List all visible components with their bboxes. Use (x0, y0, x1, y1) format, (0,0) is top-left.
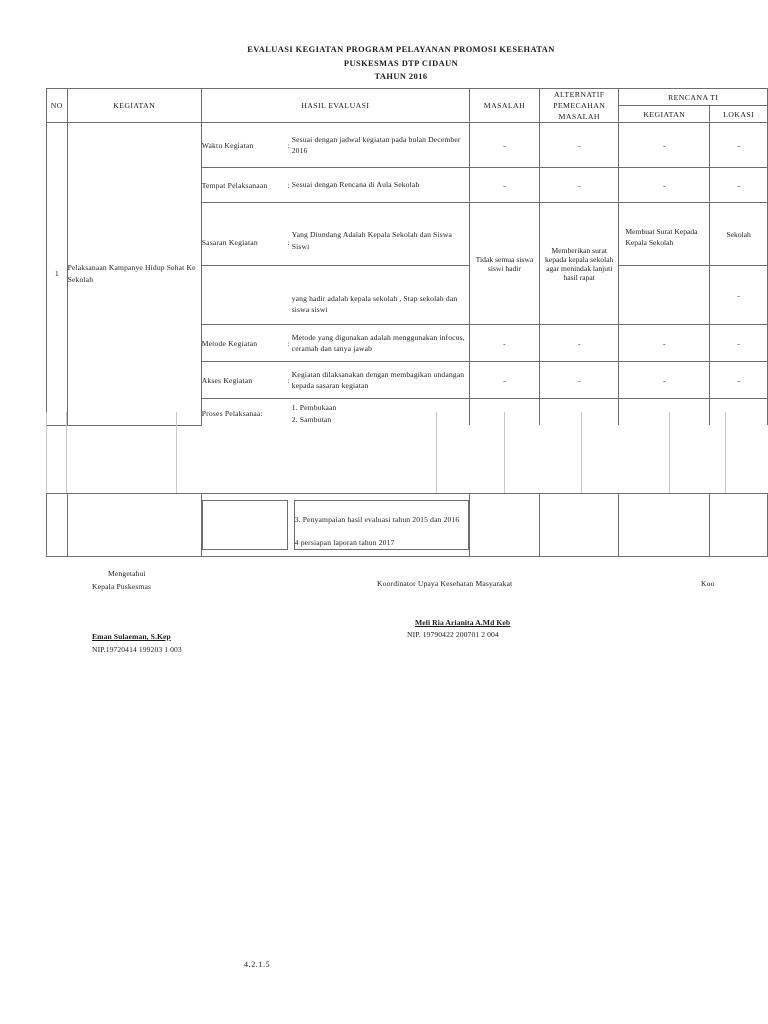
colon-3: : (287, 338, 290, 348)
header-alternatif-line-1: ALTERNATIF (553, 90, 605, 99)
hasil-cell-akses-kegiatan (201, 362, 469, 399)
continuation-kegiatan (67, 494, 201, 557)
rtl-lokasi-waktu-kegiatan: - (710, 123, 768, 168)
row-number: 1 (47, 123, 68, 426)
label-sasaran-kegiatan: Sasaran Kegiatan (201, 237, 258, 247)
header-alternatif-pemecahan-masalah (540, 89, 619, 123)
signature-left-name: Eman Sulaeman, S.Kep (92, 632, 171, 641)
value-akses-kegiatan: Kegiatan dilaksanakan dengan membagikan undangan kepada sasaran kegiatan (291, 369, 465, 390)
rtl-kegiatan-tempat-pelaksanaan: - (619, 168, 710, 203)
colon-1: : (287, 180, 290, 190)
table-gap-line (66, 412, 67, 494)
continuation-item-2: 4 persiapan laporan tahun 2017 (294, 538, 395, 548)
masalah-metode-kegiatan: - (469, 325, 539, 362)
hasil-cell-proses-pelaksanaan (201, 399, 469, 426)
rtl-lokasi-sasaran-kegiatan: Sekolah (710, 203, 768, 266)
rtl-lokasi-akses-kegiatan: - (710, 362, 768, 399)
label-tempat-pelaksanaan: Tempat Pelaksanaan (201, 180, 268, 190)
label-waktu-kegiatan: Waktu Kegiatan (201, 140, 254, 150)
continuation-hasil-evaluasi (201, 494, 469, 557)
value-waktu-kegiatan: Sesuai dengan jadwal kegiatan pada bulan December 2016 (291, 134, 461, 155)
signature-middle-role: Koordinator Upaya Kesehatan Masyarakat (377, 579, 513, 588)
header-no: NO (47, 89, 68, 123)
continuation-rtl-kegiatan (619, 494, 710, 557)
alternatif-akses-kegiatan: - (540, 362, 619, 399)
hasil-cell-sasaran-kegiatan (201, 203, 469, 266)
value-proses-pelaksanaan-1: 1. Pembukaan (291, 403, 337, 412)
signature-left-role-2: Kepala Puskesmas (92, 581, 152, 591)
alternatif-metode-kegiatan: - (540, 325, 619, 362)
signature-right-role: Koo (701, 579, 715, 588)
table-gap-line (669, 412, 670, 494)
signature-block (46, 568, 768, 658)
table-gap-line (504, 412, 505, 494)
hasil-cell-waktu-kegiatan (201, 123, 469, 168)
signature-middle (377, 578, 512, 642)
table-header-row (47, 89, 768, 106)
value-metode-kegiatan: Metode yang digunakan adalah menggunakan infocus, ceramah dan tanya jawab (291, 332, 465, 353)
signature-left-nip: NIP.19720414 199203 1 003 (92, 644, 182, 654)
header-rtl-lokasi: LOKASI (710, 106, 768, 123)
hasil-cell-tempat-pelaksanaan (201, 168, 469, 203)
title-line-2: PUSKESMAS DTP CIDAUN (343, 58, 459, 68)
rtl-kegiatan-proses-pelaksanaan (619, 399, 710, 426)
rtl-kegiatan-sasaran-kegiatan: Membuat Surat Kepada Kepala Sekolah (619, 203, 710, 266)
table-gap-line (46, 412, 47, 494)
colon-0: : (287, 140, 290, 150)
masalah-waktu-kegiatan: - (469, 123, 539, 168)
continuation-rtl-lokasi (710, 494, 768, 557)
document-title-block (0, 43, 768, 84)
header-rtl-kegiatan: KEGIATAN (619, 106, 710, 123)
evaluation-table (46, 88, 768, 426)
signature-left (92, 568, 182, 656)
header-masalah: MASALAH (469, 89, 539, 123)
evaluation-table-continuation (46, 493, 768, 557)
signature-left-role-1: Mengetahui (108, 569, 146, 578)
table-gap-line (581, 412, 582, 494)
hasil-cell-metode-kegiatan (201, 325, 469, 362)
value-sasaran-kegiatan-2: yang hadir adalah kepala sekolah , Stap sekolah dan siswa siswi (291, 293, 458, 314)
row-kegiatan-name: Pelaksanaan Kampanye Hidup Sehat Ke Sekolah (67, 123, 201, 426)
continuation-masalah (469, 494, 539, 557)
value-proses-pelaksanaan-2: 2. Sambutan (291, 414, 332, 424)
masalah-tempat-pelaksanaan: - (469, 168, 539, 203)
title-line-3: TAHUN 2016 (374, 72, 428, 82)
colon-2: : (287, 237, 290, 247)
continuation-no (47, 494, 68, 557)
rtl-lokasi-proses-pelaksanaan (710, 399, 768, 426)
header-alternatif-line-2: PEMECAHAN (553, 101, 606, 110)
value-tempat-pelaksanaan: Sesuai dengan Rencana di Aula Sekolah (291, 180, 420, 190)
colon-4: : (287, 375, 290, 385)
header-hasil-evaluasi: HASIL EVALUASI (201, 89, 469, 123)
value-sasaran-kegiatan: Yang Diundang Adalah Kepala Sekolah dan Siswa Siswi (291, 230, 453, 251)
header-kegiatan: KEGIATAN (67, 89, 201, 123)
masalah-akses-kegiatan: - (469, 362, 539, 399)
table-gap-line (725, 412, 726, 494)
header-rencana-tindak-lanjut: RENCANA TI (619, 89, 768, 106)
table-gap-line (176, 412, 177, 494)
alternatif-proses-pelaksanaan (540, 399, 619, 426)
rtl-kegiatan-waktu-kegiatan: - (619, 123, 710, 168)
hasil-cell-sasaran-kegiatan-2 (201, 266, 469, 325)
table-row (47, 123, 768, 168)
continuation-alternatif (540, 494, 619, 557)
label-proses-pelaksanaan: Proses Pelaksanaa: (201, 409, 263, 418)
rtl-kegiatan-metode-kegiatan: - (619, 325, 710, 362)
alternatif-waktu-kegiatan: - (540, 123, 619, 168)
alternatif-sasaran-kegiatan: Memberikan surat kepada kepala sekolah agar menindak lanjuti hasil rapat (540, 203, 619, 325)
rtl-lokasi-sasaran-kegiatan-2: - (710, 266, 768, 325)
alternatif-tempat-pelaksanaan: - (540, 168, 619, 203)
table-gap-line (436, 412, 437, 494)
signature-right (701, 578, 715, 591)
label-akses-kegiatan: Akses Kegiatan (201, 375, 253, 385)
signature-middle-nip: NIP. 19790422 200701 2 004 (407, 630, 499, 639)
table-row (47, 494, 768, 557)
signature-middle-name: Meli Ria Arianita A.Md Keb (415, 617, 511, 627)
header-alternatif-line-3: MASALAH (558, 112, 600, 121)
title-line-1: EVALUASI KEGIATAN PROGRAM PELAYANAN PROMOSI KESEHATAN (247, 45, 555, 54)
rtl-kegiatan-akses-kegiatan: - (619, 362, 710, 399)
label-metode-kegiatan: Metode Kegiatan (201, 338, 258, 348)
rtl-kegiatan-sasaran-kegiatan-2 (619, 266, 710, 325)
footer-document-code: 4.2.1.5 (244, 960, 271, 969)
masalah-sasaran-kegiatan: Tidak semua siswa siswi hadir (469, 203, 539, 325)
rtl-lokasi-metode-kegiatan: - (710, 325, 768, 362)
rtl-lokasi-tempat-pelaksanaan: - (710, 168, 768, 203)
continuation-item-1: 3. Penyampaian hasil evaluasi tahun 2015 dan 2016 (294, 515, 460, 525)
